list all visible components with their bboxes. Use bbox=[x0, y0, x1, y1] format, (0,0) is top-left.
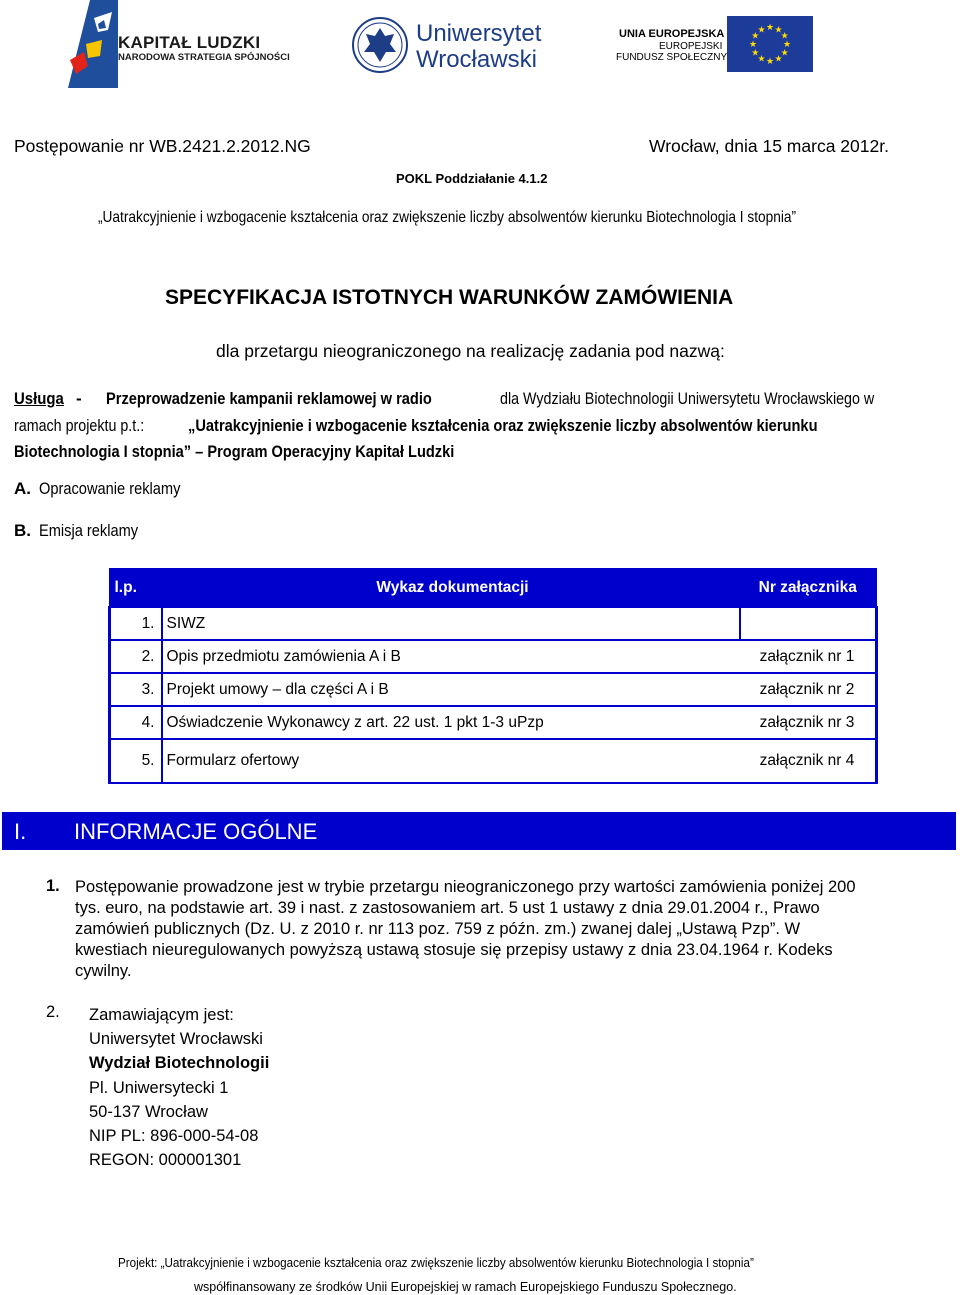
row-document-name: Formularz ofertowy bbox=[162, 739, 740, 783]
eu-star-icon: ★ bbox=[765, 22, 775, 32]
item-a-text: Opracowanie reklamy bbox=[39, 479, 181, 498]
section-title: INFORMACJE OGÓLNE bbox=[74, 819, 318, 844]
contracting-authority bbox=[89, 1003, 269, 1172]
paragraph-1-line: tys. euro, na podstawie art. 39 i nast. z zastosowaniem art. 5 ust 1 ustawy z dnia 29.01.2004 r., Prawo bbox=[75, 899, 820, 917]
eu-label-line1: UNIA EUROPEJSKA bbox=[619, 28, 725, 40]
university-eagle-icon bbox=[352, 14, 408, 76]
page-title: SPECYFIKACJA ISTOTNYCH WARUNKÓW ZAMÓWIENIA bbox=[165, 286, 734, 309]
service-line2-plain: ramach projektu p.t.: bbox=[14, 416, 145, 435]
kapital-ludzki-title: KAPITAŁ LUDZKI bbox=[118, 33, 261, 52]
eu-star-icon: ★ bbox=[780, 30, 789, 41]
row-number: 2. bbox=[110, 640, 162, 673]
paragraph-1-line: Postępowanie prowadzone jest w trybie przetargu nieograniczonego przy wartości zamówienia poniżej 200 bbox=[75, 878, 856, 896]
university-name-line1: Uniwersytet bbox=[416, 20, 542, 47]
eu-star-icon: ★ bbox=[774, 53, 783, 64]
paragraph-1-line: cywilny. bbox=[75, 962, 132, 980]
table-row bbox=[110, 640, 877, 673]
eu-flag-icon bbox=[727, 16, 813, 72]
eu-star-icon: ★ bbox=[780, 47, 789, 58]
contracting-intro: Zamawiającym jest: bbox=[89, 1006, 234, 1024]
eu-star-icon: ★ bbox=[748, 39, 758, 49]
table-row bbox=[110, 706, 877, 739]
footer-project-line: Projekt: „Uatrakcyjnienie i wzbogacenie kształcenia oraz zwiększenie liczby absolwentów kierunku Biotechnologia I stopnia” bbox=[118, 1256, 754, 1270]
header-lp: l.p. bbox=[110, 569, 162, 607]
contracting-regon: REGON: 000001301 bbox=[89, 1151, 242, 1170]
project-quote: „Uatrakcyjnienie i wzbogacenie kształcenia oraz zwiększenie liczby absolwentów kierunku Biotechnologia I stopnia” bbox=[98, 209, 797, 226]
table-row bbox=[110, 607, 877, 640]
contracting-university: Uniwersytet Wrocławski bbox=[89, 1030, 263, 1049]
contracting-street: Pl. Uniwersytecki 1 bbox=[89, 1078, 229, 1097]
section-heading-bar bbox=[2, 812, 956, 850]
row-attachment: załącznik nr 3 bbox=[740, 706, 877, 739]
eu-label-line3: FUNDUSZ SPOŁECZNY bbox=[616, 52, 728, 63]
eu-star-icon: ★ bbox=[751, 47, 760, 58]
section-number: I. bbox=[14, 819, 27, 844]
service-rest: dla Wydziału Biotechnologii Uniwersytetu Wrocławskiego w bbox=[500, 389, 875, 408]
documents-table bbox=[108, 568, 878, 784]
row-document-name: Oświadczenie Wykonawcy z art. 22 ust. 1 pkt 1-3 uPzp bbox=[162, 706, 740, 739]
contracting-nip: NIP PL: 896-000-54-08 bbox=[89, 1127, 259, 1146]
paragraph-1-line: kwestiach nieuregulowanych powyższą ustawą stosuje się przepisy ustawy z dnia 23.04.1964 r. Kodeks bbox=[75, 941, 833, 959]
pokl-subaction: POKL Poddziałanie 4.1.2 bbox=[396, 171, 548, 186]
paragraph-1-number: 1. bbox=[46, 877, 60, 895]
row-number: 3. bbox=[110, 673, 162, 706]
service-name: Przeprowadzenie kampanii reklamowej w radio bbox=[106, 389, 432, 408]
row-attachment bbox=[740, 607, 877, 640]
paragraph-2-number: 2. bbox=[46, 1003, 60, 1021]
kapital-ludzki-subtitle: NARODOWA STRATEGIA SPÓJNOŚCI bbox=[118, 52, 290, 63]
row-attachment: załącznik nr 1 bbox=[740, 640, 877, 673]
row-document-name: SIWZ bbox=[162, 607, 740, 640]
row-document-name: Projekt umowy – dla części A i B bbox=[162, 673, 740, 706]
row-number: 1. bbox=[110, 607, 162, 640]
table-row bbox=[110, 673, 877, 706]
row-number: 4. bbox=[110, 706, 162, 739]
service-label: Usługa bbox=[14, 389, 64, 408]
paragraph-1-line: zamówień publicznych (Dz. U. z 2010 r. nr 113 poz. 759 z późn. zm.) zwanej dalej „Ustawą Pzp”. W bbox=[75, 920, 801, 938]
row-number: 5. bbox=[110, 739, 162, 783]
contracting-city: 50-137 Wrocław bbox=[89, 1102, 208, 1121]
header-attachment-no: Nr załącznika bbox=[740, 569, 877, 607]
page-subtitle: dla przetargu nieograniczonego na realizację zadania pod nazwą: bbox=[216, 341, 725, 361]
service-line2-bold: „Uatrakcyjnienie i wzbogacenie kształcenia oraz zwiększenie liczby absolwentów kierunku bbox=[188, 416, 818, 435]
footer-cofinancing-line: współfinansowany ze środków Unii Europejskiej w ramach Europejskiego Funduszu Społecznego. bbox=[194, 1280, 737, 1294]
university-name-line2: Wrocławski bbox=[416, 46, 537, 73]
paragraph-1 bbox=[75, 877, 950, 982]
table-row bbox=[110, 739, 877, 783]
eu-star-icon: ★ bbox=[765, 56, 775, 66]
row-document-name: Opis przedmiotu zamówienia A i B bbox=[162, 640, 740, 673]
case-number: Postępowanie nr WB.2421.2.2012.NG bbox=[14, 136, 311, 156]
eu-star-icon: ★ bbox=[751, 30, 760, 41]
eu-label-line2: EUROPEJSKI bbox=[659, 41, 723, 52]
place-date: Wrocław, dnia 15 marca 2012r. bbox=[649, 136, 889, 156]
eu-star-icon: ★ bbox=[782, 39, 792, 49]
eu-star-icon: ★ bbox=[757, 53, 766, 64]
eu-star-icon: ★ bbox=[757, 24, 766, 35]
table-header-row bbox=[110, 569, 877, 607]
item-b-letter: B. bbox=[14, 521, 31, 540]
eu-star-icon: ★ bbox=[774, 24, 783, 35]
contracting-faculty: Wydział Biotechnologii bbox=[89, 1054, 270, 1073]
service-line3: Biotechnologia I stopnia” – Program Operacyjny Kapitał Ludzki bbox=[14, 442, 455, 461]
header-documents: Wykaz dokumentacji bbox=[162, 569, 740, 607]
item-b-text: Emisja reklamy bbox=[39, 521, 139, 540]
row-attachment: załącznik nr 4 bbox=[740, 739, 877, 783]
row-attachment: załącznik nr 2 bbox=[740, 673, 877, 706]
service-dash: - bbox=[76, 389, 82, 408]
item-a-letter: A. bbox=[14, 479, 31, 498]
